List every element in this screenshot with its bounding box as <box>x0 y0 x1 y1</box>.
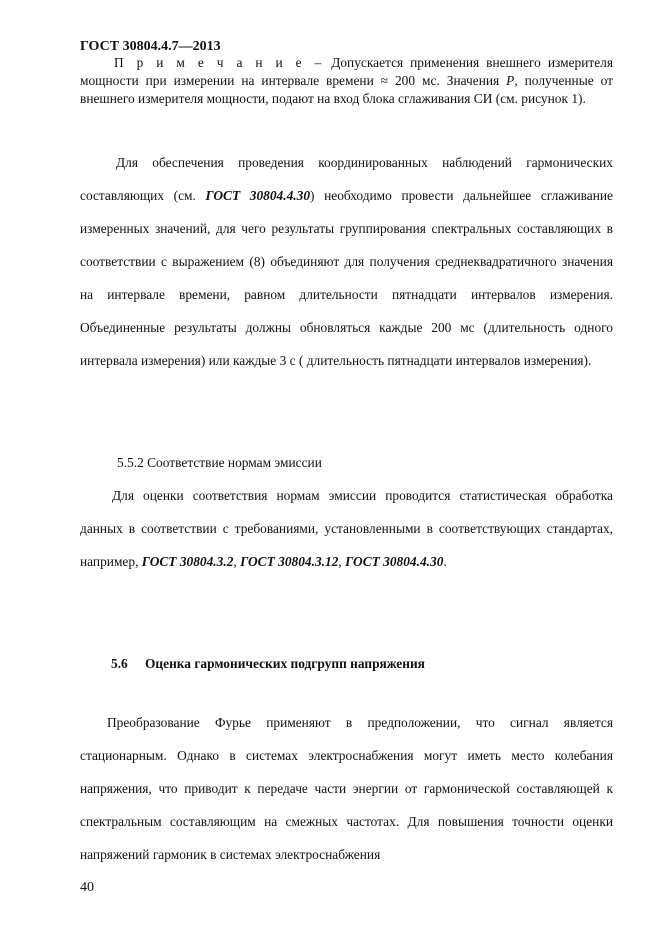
power-symbol: P <box>506 73 515 88</box>
note-text-2: , полученные от внешнего измерителя мощности, подают на вход блока сглаживания СИ (см. рисунок 1). <box>80 73 613 106</box>
section-heading-5-6 <box>111 647 425 680</box>
paragraph-fourier: Преобразование Фурье применяют в предположении, что сигнал является стационарным. Однако в системах электроснабжения могут иметь место колебания напряжения, что приводит к передаче части энергии от гармонической составляющей к спектральным составляющим на смежных частотах. Для повышения точности оценки напряжений гармоник в системах электроснабжения <box>80 715 613 862</box>
standard-reference-1: ГОСТ 30804.3.2 <box>141 554 234 569</box>
standard-reference-3: ГОСТ 30804.4.30 <box>345 554 444 569</box>
standard-reference: ГОСТ 30804.4.30 <box>205 188 311 203</box>
para1-text-1: Для обеспечения проведения координированных наблюдений гармонических составляющих (см. <box>80 155 613 203</box>
note-text-1: Допускается применения внешнего измерителя мощности при измерении на интервале времени ≈ 200 мс. Значения <box>80 55 614 88</box>
para2-sep-1: , <box>233 554 241 569</box>
section-number: 5.6 <box>111 656 128 671</box>
section-heading-5-5-2: 5.5.2 Соответствие нормам эмиссии <box>117 455 322 470</box>
note-label: П р и м е ч а н и е – <box>114 55 325 70</box>
note-paragraph <box>80 54 613 108</box>
page-number: 40 <box>80 880 94 895</box>
paragraph-coordinated-observations <box>80 146 613 377</box>
para2-text-1: Для оценки соответствия нормам эмиссии проводится статистическая обработка данных в соответствии с требованиями, установленными в соответствующих стандартах, например, <box>80 488 613 569</box>
para2-sep-2: , <box>338 554 346 569</box>
paragraph-emission-assessment <box>80 479 613 578</box>
page-header: ГОСТ 30804.4.7—2013 <box>80 39 221 54</box>
para1-text-2: ) необходимо провести дальнейшее сглаживание измеренных значений, для чего результаты группирования спектральных составляющих в соответствии с выражением (8) объединяют для получения среднеквадратичного значения на интервале времени, равном длительности пятнадцати интервалов измерения. Объединенные результаты должны обновляться каждые 200 мс (длительность одного интервала измерения) или каждые 3 с ( длительность пятнадцати интервалов измерения). <box>80 188 613 368</box>
para2-end: . <box>443 554 447 569</box>
standard-reference-2: ГОСТ 30804.3.12 <box>240 554 339 569</box>
section-title: Оценка гармонических подгрупп напряжения <box>145 656 425 671</box>
